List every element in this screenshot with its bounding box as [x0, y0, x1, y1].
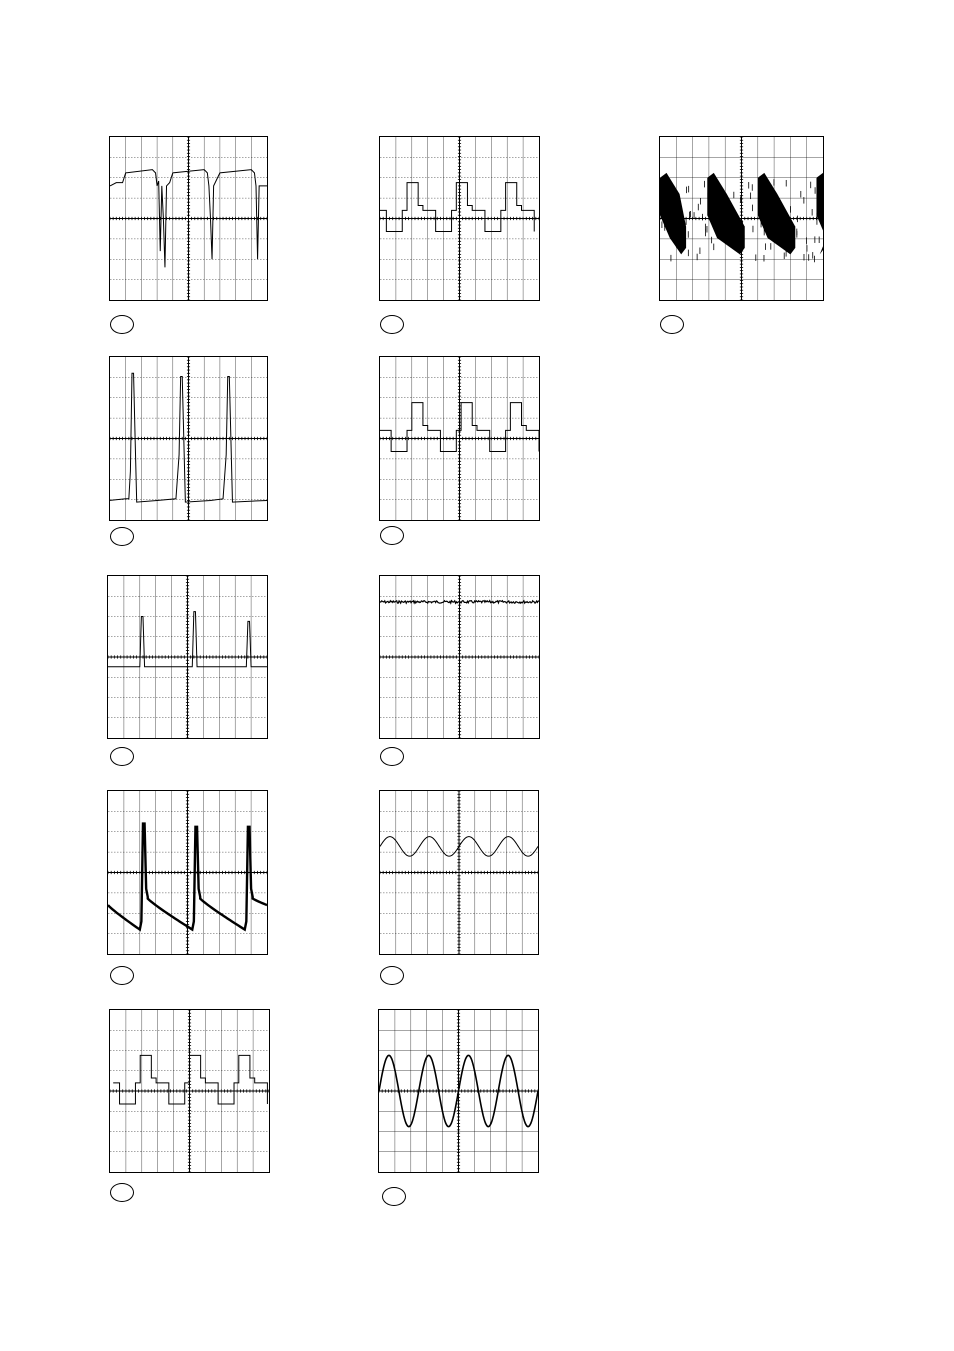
- grid: [380, 137, 539, 300]
- scope-9: [379, 790, 539, 955]
- scope-3-plot: [660, 137, 823, 300]
- waveform-trace: [113, 1055, 267, 1104]
- grid: [108, 576, 267, 738]
- scope-5: [379, 356, 540, 521]
- marker-circle-10: [110, 1183, 134, 1202]
- scope-7: [379, 575, 540, 739]
- scope-3: [659, 136, 824, 301]
- marker-circle-11: [382, 1187, 406, 1206]
- scope-2-plot: [380, 137, 539, 300]
- grid: [380, 357, 539, 520]
- marker-circle-9: [380, 966, 404, 985]
- marker-circle-8: [110, 966, 134, 985]
- marker-circle-3: [660, 315, 684, 334]
- marker-circle-6: [110, 747, 134, 766]
- scope-8-plot: [108, 791, 267, 954]
- scope-4-plot: [110, 357, 267, 520]
- grid: [660, 137, 823, 300]
- marker-circle-4: [110, 527, 134, 546]
- scope-11-plot: [379, 1010, 538, 1172]
- scope-10-plot: [110, 1010, 269, 1172]
- grid: [380, 791, 538, 954]
- marker-circle-7: [380, 747, 404, 766]
- marker-circle-1: [110, 315, 134, 334]
- scope-10: [109, 1009, 270, 1173]
- scope-4: [109, 356, 268, 521]
- scope-2: [379, 136, 540, 301]
- scope-9-plot: [380, 791, 538, 954]
- scope-6: [107, 575, 268, 739]
- waveform-trace: [380, 183, 534, 232]
- scope-1-plot: [110, 137, 267, 300]
- scope-5-plot: [380, 357, 539, 520]
- grid: [110, 137, 267, 300]
- scope-1: [109, 136, 268, 301]
- marker-circle-5: [380, 526, 404, 545]
- burst-block: [816, 173, 823, 255]
- scope-7-plot: [380, 576, 539, 738]
- burst-block: [758, 173, 795, 255]
- scope-11: [378, 1009, 539, 1173]
- scope-8: [107, 790, 268, 955]
- scope-6-plot: [108, 576, 267, 738]
- grid: [110, 1010, 269, 1172]
- marker-circle-2: [380, 315, 404, 334]
